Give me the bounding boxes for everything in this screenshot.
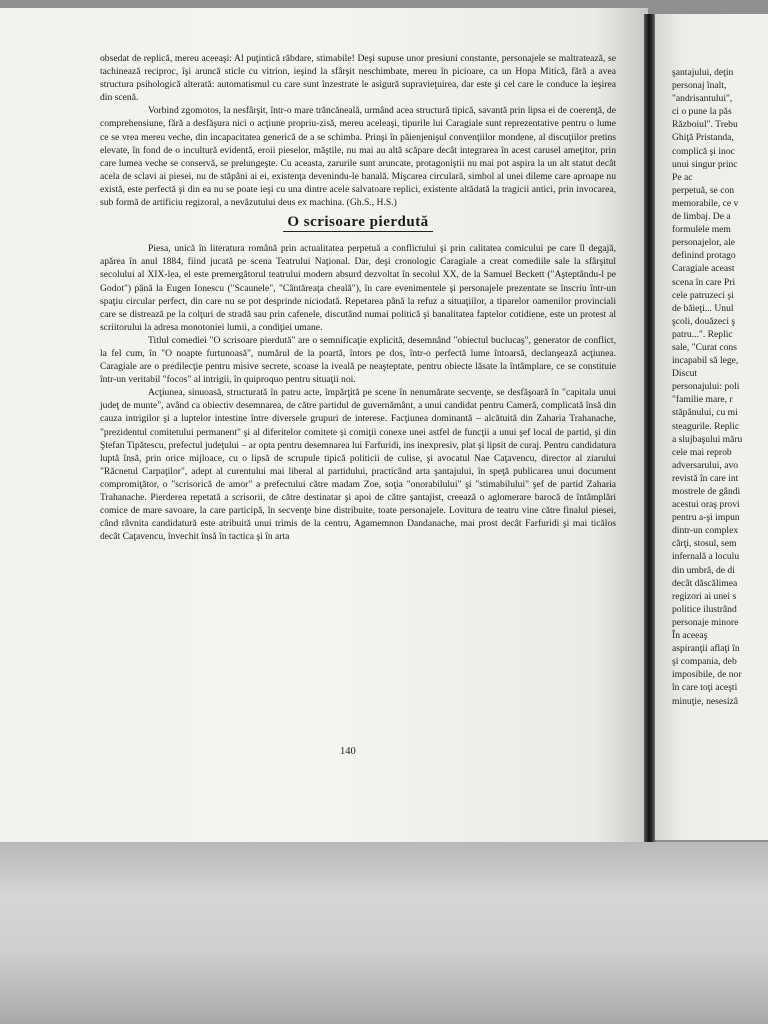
right-page-line: "andrisantului",: [672, 93, 733, 105]
right-page-line: minuţie, nesesizâ: [672, 695, 739, 707]
right-page-line: regizori ai unei s: [672, 590, 737, 602]
right-page-line: În aceeaş: [672, 630, 708, 642]
right-page-line: sale, "Curat cons: [672, 341, 737, 353]
right-page-line: scena în care Pri: [672, 276, 736, 288]
right-page-line: din umbră, de di: [672, 564, 735, 576]
right-page-line: ci o pune la păs: [672, 106, 732, 118]
right-page-line: "familie mare, r: [672, 394, 733, 406]
right-page-line: Ghiţă Pristanda,: [672, 132, 734, 144]
right-page-line: formulele mem: [672, 224, 731, 236]
right-page-line: mostrele de gândi: [672, 486, 741, 497]
right-page-line: de limbaj. De a: [672, 211, 731, 223]
paragraph-titlul: Titlul comediei "O scrisoare pierdută" are o semnificaţie explicită, desemnând "obiectul buclucaş", generator de conflict, la fel cum, în "O noapte furtunoasă", numărul de la poartă, întors pe dos, într-o perfectă lume întoarsă, declanşează acţiunea. Caragiale are o predilecţie pentru misive secrete, scoase la iveală pe neaşteptate, pentru obiecte lăsate la întâmplare, ce se constituie într-un veritabil "focos" al intrigii, în quiproquo pentru situaţii noi.: [100, 334, 616, 386]
right-page-line: cele mai reprob: [672, 446, 732, 458]
paragraph-piesa: Piesa, unică în literatura română prin actualitatea perpetuă a conflictului şi prin calitatea comicului pe care îl degajă, apărea în anul 1884, fiind jucată pe scena Teatrului Naţional. Dar, deşi cronologic Caragiale a creat comediile sale la sfârşitul secolului al XIX-lea, el este premergătorul teatrului modern absurd dezvoltat în secolul XX, de la Samuel Beckett ("Aşteptându-l pe Godot") până la Eugen Ionescu ("Scaunele", "Cântăreaţa cheală"), în care evenimentele şi personajele prezentate se înscriu într-un spaţiu circular perfect, din care nu se pot desprinde niciodată. Repetarea până la refuz a situaţiilor, a tiparelor oamenilor provinciali care se distrează pe la colţuri de stradă sau prin cafenele, discutând numai politică şi banalitatea faptelor cotidiene, este un protest al scriitorului la adresa monotoniei lumii, a condiţiei umane.: [100, 243, 616, 333]
page-number: 140: [340, 746, 356, 757]
paragraph-vorbind: Vorbind zgomotos, la nesfârşit, într-o mare trăncăneală, urmând acea structură tipică, savantă prin lipsa ei de coerenţă, de comprehensiune, fără a desfăşura nici o acţiune propriu-zisă, mereu aceleaşi, tipurile lui Caragiale sunt reprezentative pentru o lume ce se vrea mereu veche, din incapacitatea generică de a se schimba. Prinşi în păienjenişul convenţiilor mondene, al discuţiilor pretins elevate, în fond de o incultură evidentă, eroii pieselor, măştile, nu mai au altă scăpare decât integrarea în acest carusel ameţitor, prin care lumea veche se conservă, se prelungeşte. Cu aceasta, zarurile sunt aruncate, protagoniştii nu mai pot aspira la un alt statut decât acela de sclavi ai piesei, nu de stăpâni ai ei, existenţa devenindu-le banală. Mişcarea circulară, simbol al unei dileme care aproape nu există, este perfectă şi din ea nu se poate ieşi cu una dintre acele salvatoare replici, existente altădată la tragicii antici, prin invocarea, sub formă de artificiu regizoral, a nevăzutului deus ex machina. (Gh.S., H.S.): [100, 105, 616, 209]
right-page-line: acestui oraş provi: [672, 499, 740, 511]
scanner-bed-area: [0, 842, 768, 1024]
right-page-line: memorabile, ce v: [672, 197, 739, 209]
right-page-line: de băieţi... Unul: [672, 302, 734, 314]
right-page-line: patru...". Replic: [672, 328, 733, 340]
left-page-body: [100, 52, 616, 543]
right-page-line: aspiranţii aflaţi în: [672, 643, 740, 655]
paragraph-continuation: obsedat de replică, mereu aceeaşi: Al puţintică răbdare, stimabile! Deşi supuse unor presiuni constante, personajele se maltratează, se tachinează reciproc, îşi aruncă sticle cu vitrion, ieşind la sfârşit neschimbate, mereu în picioare, ca un Hopa Mitică, fără a avea structura psihologică alterată: automatismul cu care sunt înzestrate le asigură supravieţuirea, dar este şi cel care le conduce la ieşirea din scenă.: [100, 53, 616, 104]
right-page-line: revistă în care int: [672, 472, 739, 484]
right-page-line: Pe ac: [672, 171, 693, 183]
right-page-line: Discut: [672, 368, 698, 380]
right-page-line: adversarului, avo: [672, 459, 739, 471]
right-page-line: Războiul". Trebu: [672, 119, 738, 131]
right-page-line: complică şi inoc: [672, 145, 735, 157]
right-page-line: politice ilustrând: [672, 603, 737, 615]
right-page-line: definind protago: [672, 250, 736, 262]
right-page-line: infernală a loculu: [672, 551, 740, 563]
right-page-line: dintr-un complex: [672, 525, 739, 537]
right-page-line: imposibile, de nor: [672, 669, 742, 681]
right-page-line: a slujbaşului măru: [672, 433, 743, 445]
right-page-line: cărţi, stosul, sem: [672, 538, 737, 550]
right-page-line: decât dăscălimea: [672, 577, 738, 589]
right-page-text: [672, 66, 768, 708]
right-page-line: personajelor, ale: [672, 237, 736, 249]
right-page-line: şcoli, douăzeci ş: [672, 315, 736, 327]
right-page-line: pentru a-şi impun: [672, 512, 740, 524]
right-page-line: în care toţi aceşti: [672, 682, 738, 694]
right-page-line: cele patruzeci şi: [672, 289, 734, 301]
right-page-line: perpetuă, se con: [672, 184, 735, 196]
right-page-line: Caragiale aceast: [672, 263, 735, 275]
right-page-line: stăpânului, cu mi: [672, 407, 738, 419]
right-page-line: şantajului, deţin: [672, 67, 734, 78]
right-page-line: unui singur princ: [672, 158, 738, 170]
right-page-line: steagurile. Replic: [672, 420, 740, 432]
paragraph-actiunea: Acţiunea, sinuoasă, structurată în patru acte, împărţită pe scene în nenumărate secvenţe, se desfăşoară în "capitala unui judeţ de munte", având ca obiectiv desemnarea, de către partidul de guvernământ, a unui candidat pentru Cameră, complicată însă din cauza intrigilor şi a luptelor intestine între diversele grupuri de interese. Facţiunea dominantă – alcătuită din Zaharia Trahanache, "prezidentul comitetului permanent" şi al diferitelor comitete şi comiţii conexe unei astfel de funcţii a unui şef local de partid, şi din Ştefan Tipătescu, prefectul judeţului – ar opta pentru desemnarea lui Farfuridi, ins inexpresiv, plat şi lipsit de curaj. Pentru candidatura luptă însă, prin orice mijloace, cu o lipsă de scrupule tipică politicii de culise, şi avocatul Nae Caţavencu, director al ziarului "Răcnetul Carpaţilor", adept al curentului mai liberal al partidului, practicând arta şantajului, în speţă publicarea unui document compromiţător, o "scrisorică de amor" a prefectului către madam Zoe, soţia "onorabilului" şi "stimabilului" şef de partid Zaharia Trahanache. Pierderea repetată a scrisorii, de către destinatar şi apoi de către şantajist, creează o aglomerare barocă de întâmplări comice de mare savoare, la care participă, în secvenţe bine distribuite, toate personajele. Lovitura de teatru vine către finalul piesei, când râvnita candidatură este atribuită unui trimis de la centru, Agamemnon Dandanache, mai prost decât Farfuridi şi mai ticălos decât Caţavencu, învechit însă în tactica şi în arta: [100, 387, 616, 543]
right-page-line: personaje minore: [672, 616, 739, 628]
right-page-line: personaj înalt,: [672, 80, 727, 92]
section-title: O scrisoare pierdută: [283, 216, 432, 232]
right-page-line: incapabil să lege,: [672, 355, 739, 367]
right-page-line: personajului: poli: [672, 381, 740, 393]
section-heading: [100, 216, 616, 232]
right-page-line: şi compania, deb: [672, 656, 737, 668]
